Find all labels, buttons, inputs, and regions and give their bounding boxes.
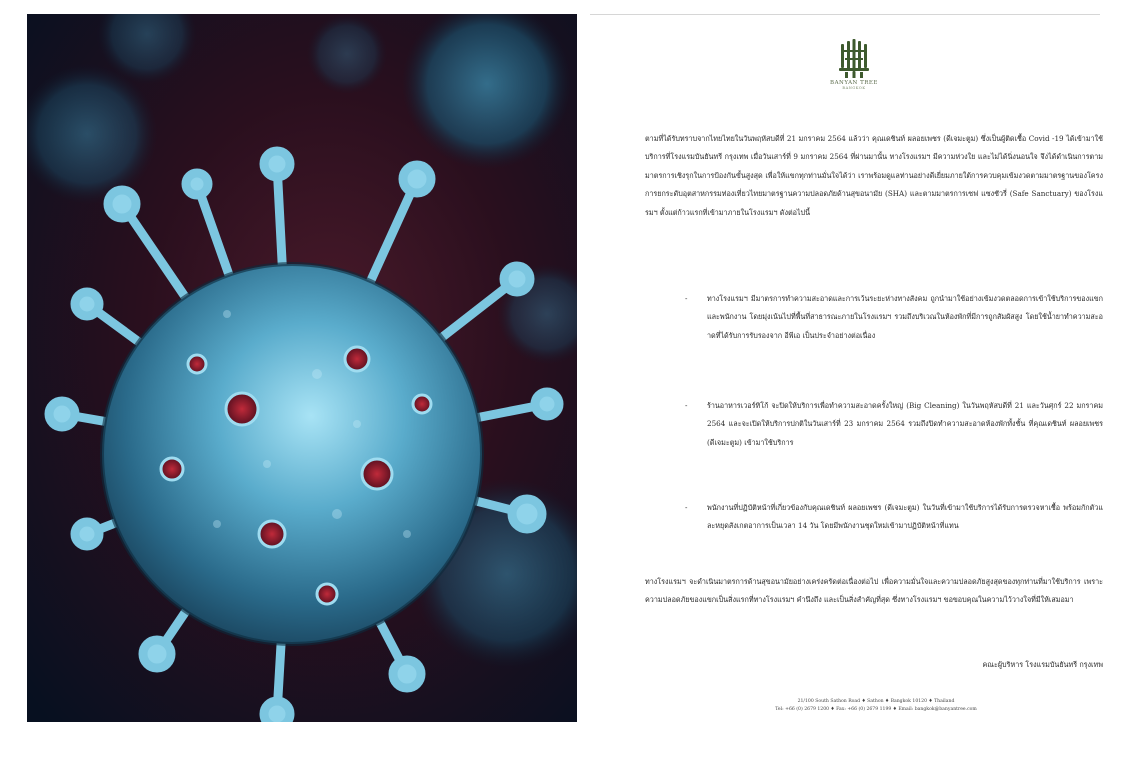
closing-paragraph: ทางโรงแรมฯ จะดำเนินมาตรการด้านสุขอนามัยอย่างเคร่งครัดต่อเนื่องต่อไป เพื่อความมั่นใจและความปลอดภัยสูงสุดของทุกท่านที่มาใช้บริการ เพราะความปลอดภัยของแขกเป็นสิ่งแรกที่ทางโรงแรมฯ คำนึงถึง และเป็นสิ่งสำคัญที่สุด ซึ่งทางโรงแรมฯ ขอขอบคุณในความไว้วางใจที่มีให้เสมอมา [645,577,1103,605]
bullet-dash: - [685,294,688,303]
brand-name: BANYAN TREE [830,80,878,86]
bullet-dash: - [685,401,688,410]
intro-paragraph: ตามที่ได้รับทราบจากไทยไทยในวันพฤหัสบดีที่ 21 มกราคม 2564 แล้วว่า คุณเดชินท์ ผลอยเพชร (ดีเจมะตูม) ซึ่งเป็นผู้ติดเชื้อ Covid -19 ได้เข้ามาใช้บริการที่โรงแรมบันยันทรี กรุงเทพ เมื่อวันเสาร์ที่ 9 มกราคม 2564 ที่ผ่านมานั้น ทางโรงแรมฯ มีความห่วงใย และไม่ได้นิ่งนอนใจ จึงได้ดำเนินการตามมาตรการเชิงรุกในการป้องกันขั้นสูงสุด เพื่อให้แขกทุกท่านมั่นใจได้ว่า เราพร้อมดูแลท่านอย่างดีเยี่ยมภายใต้การควบคุมเข้มงวดตามมาตรฐานของโครงการยกระดับอุตสาหกรรมท่องเที่ยวไทยมาตรฐานความปลอดภัยด้านสุขอนามัย (SHA) และตามมาตรการเซฟ แซงชัวรี่ (Safe Sanctuary) ของโรงแรมฯ ตั้งแต่ก้าวแรกที่เข้ามาภายในโรงแรมฯ ดังต่อไปนี้ [645,134,1103,217]
footer-contact-line: Tel: +66 (0) 2679 1200 ♦ Fax: +66 (0) 2679 1199 ♦ Email: bangkok@banyantree.com [775,707,977,712]
banyan-tree-logo [819,38,889,90]
coronavirus-image [27,14,577,722]
brand-city: BANGKOK [842,86,866,90]
bullet-text: ทางโรงแรมฯ มีมาตรการทำความสะอาดและการเว้นระยะห่างทางสังคม ถูกนำมาใช้อย่างเข้มงวดตลอดการเข้าใช้บริการของแขกและพนักงาน โดยมุ่งเน้นไปที่พื้นที่สาธารณะภายในโรงแรมฯ รวมถึงบริเวณในห้องพักที่มีการถูกสัมผัสสูง โดยใช้น้ำยาทำความสะอาดที่ได้รับการรับรองจาก อีพีเอ เป็นประจำอย่างต่อเนื่อง [707,294,1103,340]
virus-illustration [27,14,577,722]
footer-address-line: 21/100 South Sathon Road ♦ Sathon ♦ Bangkok 10120 ♦ Thailand [797,699,955,704]
bullet-dash: - [685,503,688,512]
signature: คณะผู้บริหาร โรงแรมบันยันทรี กรุงเทพ [982,660,1103,669]
bullet-text: พนักงานที่ปฏิบัติหน้าที่เกี่ยวข้องกับคุณเดชินท์ ผลอยเพชร (ดีเจมะตูม) ในวันที่เข้ามาใช้บริการได้รับการตรวจหาเชื้อ พร้อมกักตัวและหยุดสังเกตอาการเป็นเวลา 14 วัน โดยมีพนักงานชุดใหม่เข้ามาปฏิบัติหน้าที่แทน [707,503,1103,531]
tree-logo-icon [837,38,871,78]
bullet-text: ร้านอาหารเวอร์ทิโก้ จะปิดให้บริการเพื่อทำความสะอาดครั้งใหญ่ (Big Cleaning) ในวันพฤหัสบดีที่ 21 และวันศุกร์ 22 มกราคม 2564 และจะเปิดให้บริการปกติในวันเสาร์ที่ 23 มกราคม 2564 รวมถึงปิดทำความสะอาดห้องพักทั้งชั้น ที่คุณเดชินท์ ผลอยเพชร (ดีเจมะตูม) เข้ามาใช้บริการ [707,401,1103,447]
hotel-letter [645,20,1107,725]
top-rule [590,14,1100,15]
footer-address [645,698,1107,714]
